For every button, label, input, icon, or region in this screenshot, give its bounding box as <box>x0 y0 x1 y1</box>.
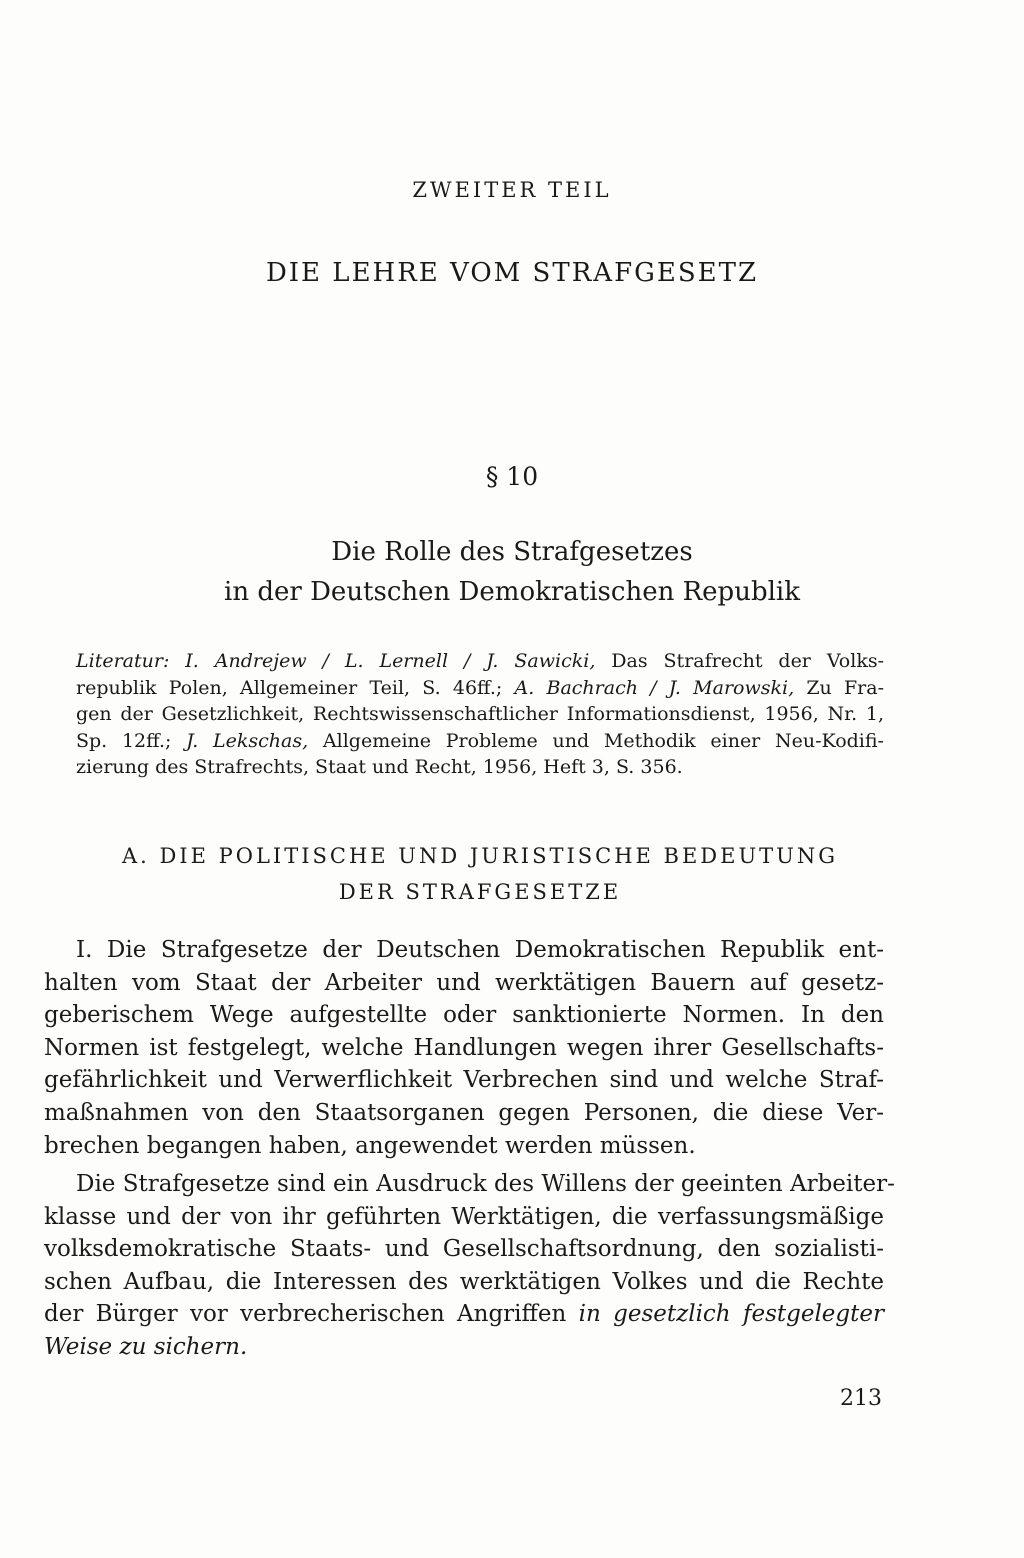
paragraph-line: brechen begangen haben, angewendet werden müssen. <box>44 1132 696 1159</box>
paragraph-line: gefährlichkeit und Verwerflichkeit Verbrechen sind und welche Straf- <box>44 1067 884 1094</box>
paragraph-line: schen Aufbau, die Interessen des werktätigen Volkes und die Rechte <box>44 1268 884 1295</box>
section-number: § 10 <box>485 462 539 491</box>
page-number: 213 <box>840 1386 882 1411</box>
literature-text: Allgemeine Probleme und Methodik einer Neu-Kodifi- <box>322 729 884 752</box>
paragraph-line: volksdemokratische Staats- und Gesellschaftsordnung, den sozialisti- <box>44 1236 884 1263</box>
paragraph-line: I. Die Strafgesetze der Deutschen Demokratischen Republik ent- <box>76 937 884 963</box>
literature-text: Zu Fra- <box>806 676 884 699</box>
part-title: ZWEITER TEIL <box>412 178 612 202</box>
literature-label: Literatur: <box>76 650 170 672</box>
literature-line <box>76 648 884 675</box>
literature-text: Das Strafrecht der Volks- <box>611 650 884 672</box>
paragraph-2 <box>44 1168 895 1364</box>
emphasized-text: Weise zu sichern. <box>44 1333 248 1360</box>
paragraph-line: Die Strafgesetze sind ein Ausdruck des Willens der geeinten Arbeiter- <box>76 1171 895 1197</box>
paragraph-line: klasse und der von ihr geführten Werktätigen, die verfassungsmäßige <box>44 1203 884 1230</box>
paragraph-line <box>44 1298 884 1331</box>
literature-text: republik Polen, Allgemeiner Teil, S. 46ff.; <box>76 676 503 699</box>
literature-line: zierung des Strafrechts, Staat und Recht, 1956, Heft 3, S. 356. <box>76 756 683 778</box>
literature-authors: J. Lekschas, <box>186 729 309 752</box>
literature-authors: A. Bachrach / J. Marowski, <box>514 676 795 699</box>
paragraph-line <box>44 1331 884 1364</box>
paragraph-text: der Bürger vor verbrecherischen Angriffen <box>44 1301 567 1328</box>
paragraph-line: Normen ist festgelegt, welche Handlungen wegen ihrer Gesellschafts- <box>44 1034 884 1061</box>
section-title <box>0 532 1024 612</box>
subsection-heading <box>76 838 884 910</box>
section-title-line: in der Deutschen Demokratischen Republik <box>224 577 800 607</box>
literature-references <box>76 648 884 781</box>
subsection-heading-line: DER STRAFGESETZE <box>338 880 622 904</box>
document-title: DIE LEHRE VOM STRAFGESETZ <box>265 258 759 288</box>
paragraph-line: geberischem Wege aufgestellte oder sanktionierte Normen. In den <box>44 1002 884 1029</box>
literature-line <box>76 675 884 702</box>
paragraph-line: maßnahmen von den Staatsorganen gegen Personen, die diese Ver- <box>44 1099 884 1126</box>
emphasized-text: in gesetzlich festgelegter <box>578 1301 884 1328</box>
literature-line <box>76 728 884 755</box>
subsection-heading-line: A. DIE POLITISCHE UND JURISTISCHE BEDEUTUNG <box>121 844 839 868</box>
section-title-line: Die Rolle des Strafgesetzes <box>331 537 693 567</box>
literature-text: Sp. 12ff.; <box>76 729 172 752</box>
paragraph-1 <box>44 934 884 1162</box>
literature-authors: I. Andrejew / L. Lernell / J. Sawicki, <box>185 650 596 672</box>
paragraph-line: halten vom Staat der Arbeiter und werktätigen Bauern auf gesetz- <box>44 969 884 996</box>
literature-line: gen der Gesetzlichkeit, Rechtswissenschaftlicher Informationsdienst, 1956, Nr. 1, <box>76 703 884 725</box>
